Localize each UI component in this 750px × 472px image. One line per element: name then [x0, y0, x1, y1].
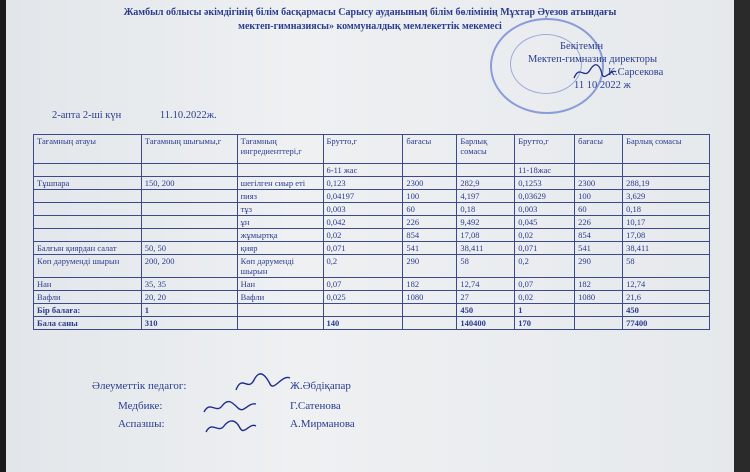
col-header: Барлық сомасы: [623, 135, 710, 164]
table-cell: 4,197: [457, 190, 515, 203]
table-cell: [141, 190, 237, 203]
table-cell: 0,071: [323, 242, 403, 255]
col-header: Тағамның ингредиенттері,г: [237, 135, 323, 164]
table-cell: Балғын қиярдан салат: [34, 242, 142, 255]
table-cell: Бала саны: [34, 317, 142, 330]
table-cell: 0,1253: [515, 177, 575, 190]
header-line-2: мектеп-гимназиясы» коммуналдық мемлекеттік мекемесі: [238, 21, 502, 32]
table-cell: 58: [623, 255, 710, 278]
table-cell: Вафли: [34, 291, 142, 304]
table-cell: 21,6: [623, 291, 710, 304]
col-header: бағасы: [403, 135, 457, 164]
table-cell: 12,74: [457, 278, 515, 291]
nurse-label: Медбике:: [118, 400, 163, 412]
approval-name: К.Сарсекова: [608, 67, 664, 78]
table-cell: 0,042: [323, 216, 403, 229]
table-cell: 170: [515, 317, 575, 330]
table-cell: 100: [403, 190, 457, 203]
table-cell: 450: [623, 304, 710, 317]
table-cell: Нан: [237, 278, 323, 291]
table-cell: 226: [575, 216, 623, 229]
age-group-2: 11-18жас: [515, 164, 575, 177]
table-cell: 17,08: [623, 229, 710, 242]
table-row: [34, 190, 710, 203]
table-row: [34, 255, 710, 278]
table-cell: 0,03629: [515, 190, 575, 203]
week-day: 2-апта 2-ші күн: [52, 110, 122, 121]
table-cell: 541: [575, 242, 623, 255]
table-cell: 0,2: [515, 255, 575, 278]
table-cell: 0,02: [515, 229, 575, 242]
table-cell: 60: [575, 203, 623, 216]
table-cell: 140400: [457, 317, 515, 330]
table-cell: 1080: [403, 291, 457, 304]
table-cell: 182: [403, 278, 457, 291]
table-cell: [237, 304, 323, 317]
social-pedagogue-signature: [232, 370, 292, 396]
table-cell: 77400: [623, 317, 710, 330]
table-cell: 3,629: [623, 190, 710, 203]
table-cell: 100: [575, 190, 623, 203]
nurse-cook-signatures: [200, 398, 260, 438]
approval-date: 11 10 2022 ж: [574, 80, 631, 91]
table-cell: [237, 317, 323, 330]
table-cell: 282,9: [457, 177, 515, 190]
table-cell: [34, 190, 142, 203]
table-cell: [34, 216, 142, 229]
age-group-1: 6-11 жас: [323, 164, 403, 177]
table-cell: 288,19: [623, 177, 710, 190]
table-cell: тұз: [237, 203, 323, 216]
menu-date: 11.10.2022ж.: [159, 110, 217, 121]
table-cell: 9,492: [457, 216, 515, 229]
cook-label: Аспазшы:: [118, 418, 165, 430]
col-header: Брутто,г: [515, 135, 575, 164]
cook-name: А.Мирманова: [290, 418, 355, 430]
table-cell: 20, 20: [141, 291, 237, 304]
table-row: [34, 304, 710, 317]
table-cell: [34, 203, 142, 216]
social-pedagogue-label: Әлеуметтік педагог:: [92, 380, 187, 392]
table-row: [34, 203, 710, 216]
table-cell: 0,18: [623, 203, 710, 216]
table-cell: 0,025: [323, 291, 403, 304]
social-pedagogue-name: Ж.Әбдіқапар: [290, 380, 351, 392]
table-cell: 0,2: [323, 255, 403, 278]
approval-title: Бекітемін: [560, 41, 604, 52]
table-cell: Тұшпара: [34, 177, 142, 190]
table-cell: 0,003: [515, 203, 575, 216]
table-cell: 140: [323, 317, 403, 330]
table-cell: 1080: [575, 291, 623, 304]
table-cell: [141, 229, 237, 242]
table-cell: Вафли: [237, 291, 323, 304]
table-cell: 27: [457, 291, 515, 304]
table-cell: [403, 317, 457, 330]
table-cell: Көп дәрумендi шырын: [237, 255, 323, 278]
table-cell: [141, 216, 237, 229]
table-cell: [141, 203, 237, 216]
table-cell: 290: [403, 255, 457, 278]
table-cell: [34, 229, 142, 242]
col-header: Барлық сомасы: [457, 135, 515, 164]
table-cell: пияз: [237, 190, 323, 203]
table-cell: [403, 304, 457, 317]
table-cell: 0,07: [323, 278, 403, 291]
director-signature: [572, 62, 618, 82]
table-cell: 12,74: [623, 278, 710, 291]
table-row: [34, 242, 710, 255]
table-cell: жұмыртқа: [237, 229, 323, 242]
table-cell: 35, 35: [141, 278, 237, 291]
table-cell: [575, 317, 623, 330]
table-cell: 1: [141, 304, 237, 317]
table-cell: 2300: [403, 177, 457, 190]
table-cell: Нан: [34, 278, 142, 291]
table-cell: 200, 200: [141, 255, 237, 278]
col-header: Тағамның шығымы,г: [141, 135, 237, 164]
table-row: [34, 177, 710, 190]
table-cell: 182: [575, 278, 623, 291]
table-cell: 854: [403, 229, 457, 242]
table-cell: 10,17: [623, 216, 710, 229]
col-header: бағасы: [575, 135, 623, 164]
table-cell: 1: [515, 304, 575, 317]
table-cell: [323, 304, 403, 317]
table-cell: 0,04197: [323, 190, 403, 203]
table-row: [34, 216, 710, 229]
table-cell: 38,411: [623, 242, 710, 255]
table-cell: 0,045: [515, 216, 575, 229]
table-cell: 38,411: [457, 242, 515, 255]
table-cell: 290: [575, 255, 623, 278]
table-cell: [575, 304, 623, 317]
table-header-row: [34, 135, 710, 164]
table-cell: 2300: [575, 177, 623, 190]
table-cell: Бір балаға:: [34, 304, 142, 317]
table-cell: шегілген сиыр еті: [237, 177, 323, 190]
table-cell: Көп дәрумендi шырын: [34, 255, 142, 278]
menu-table: [33, 134, 710, 330]
table-cell: 0,071: [515, 242, 575, 255]
nurse-name: Г.Сатенова: [290, 400, 341, 412]
table-cell: 0,07: [515, 278, 575, 291]
table-cell: 0,02: [323, 229, 403, 242]
table-cell: 450: [457, 304, 515, 317]
table-cell: 150, 200: [141, 177, 237, 190]
header-line-1: Жамбыл облысы әкімдігінің білім басқармасы Сарысу ауданының білім бөлімінің Мұхтар Әуезов атындағы: [123, 7, 617, 18]
col-header: Тағамның атауы: [34, 135, 142, 164]
table-cell: қияр: [237, 242, 323, 255]
table-cell: 541: [403, 242, 457, 255]
background-edge: [734, 0, 750, 472]
table-cell: 0,123: [323, 177, 403, 190]
table-cell: 310: [141, 317, 237, 330]
col-header: Брутто,г: [323, 135, 403, 164]
table-cell: 226: [403, 216, 457, 229]
table-row: [34, 291, 710, 304]
table-cell: 58: [457, 255, 515, 278]
table-cell: 0,18: [457, 203, 515, 216]
approval-block: [528, 40, 708, 92]
table-row: [34, 278, 710, 291]
table-row: [34, 229, 710, 242]
document-header: [40, 6, 700, 34]
table-cell: 854: [575, 229, 623, 242]
approval-position: Мектеп-гимназия директоры: [528, 54, 658, 65]
table-cell: 0,003: [323, 203, 403, 216]
table-cell: 60: [403, 203, 457, 216]
table-row: [34, 317, 710, 330]
age-group-row: [34, 164, 710, 177]
table-cell: 0,02: [515, 291, 575, 304]
table-cell: ұн: [237, 216, 323, 229]
table-cell: 17,08: [457, 229, 515, 242]
table-cell: 50, 50: [141, 242, 237, 255]
date-line: [52, 110, 253, 121]
